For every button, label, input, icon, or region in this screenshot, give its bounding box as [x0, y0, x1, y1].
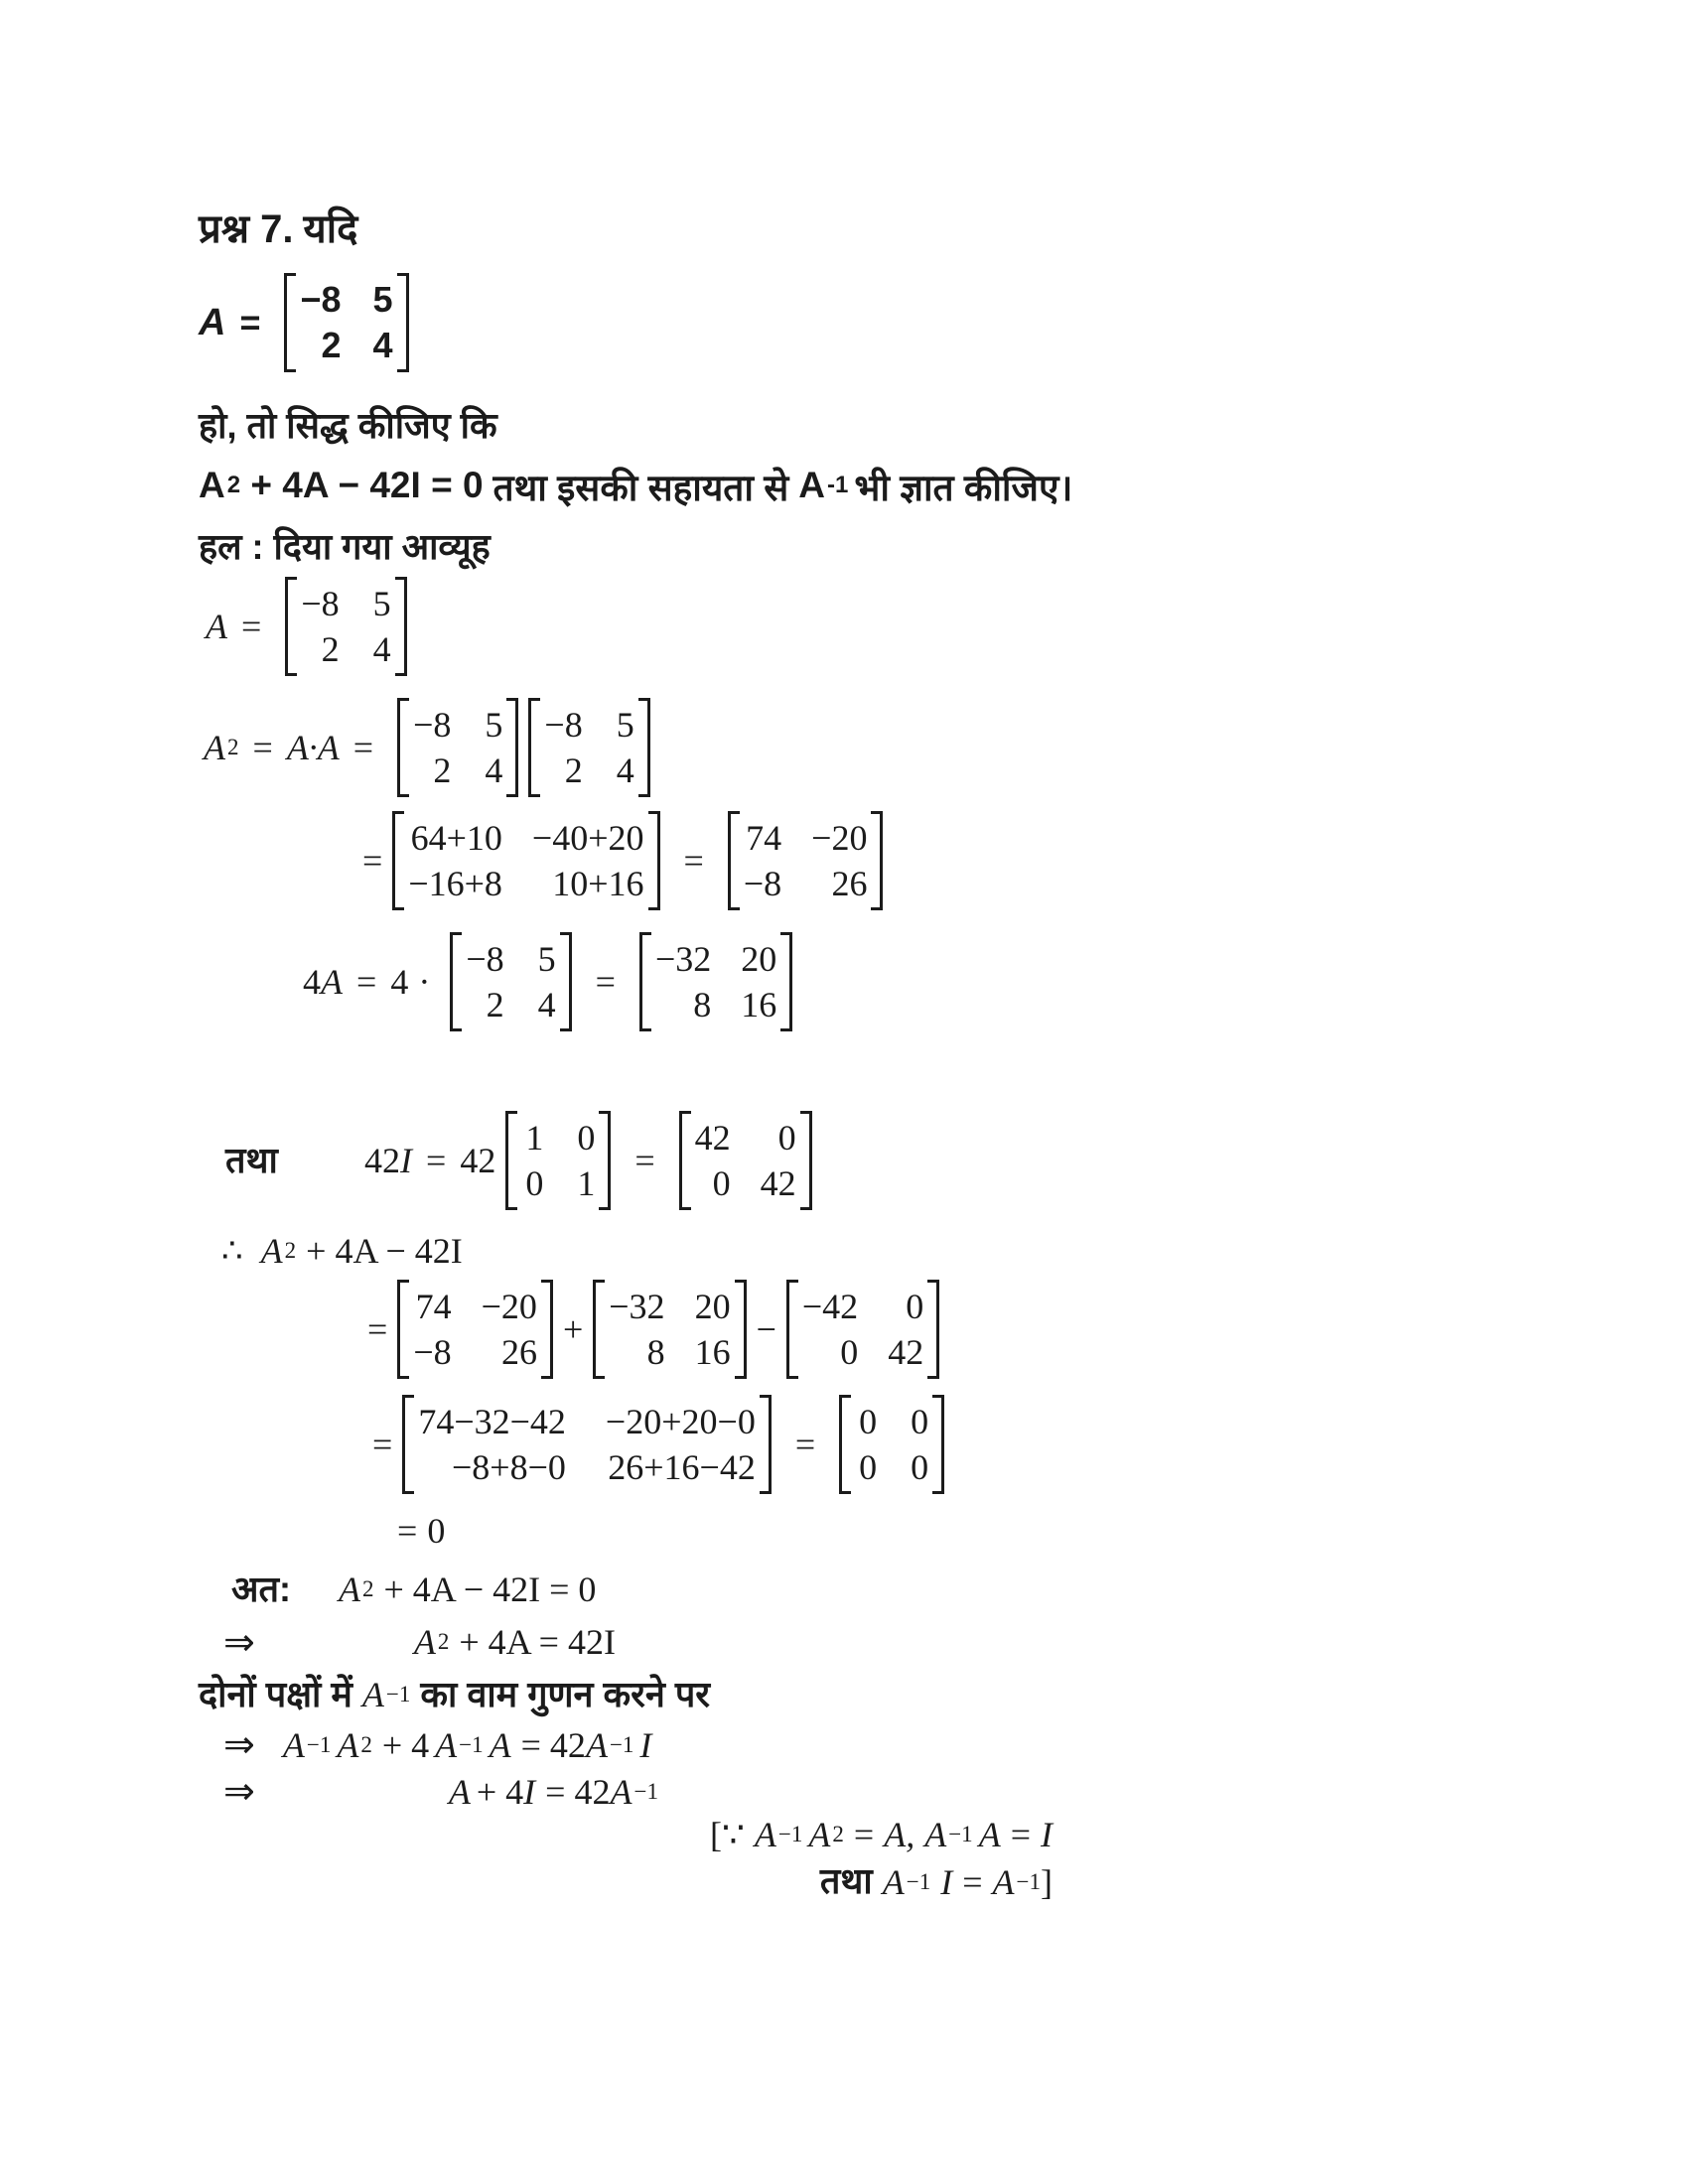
- var-a: A: [448, 1771, 471, 1812]
- coefficient-42: 42: [364, 1141, 400, 1181]
- matrix-zero: [839, 1395, 944, 1494]
- var-a: A: [610, 1771, 633, 1812]
- matrix-cell: −8: [300, 279, 342, 320]
- line-four-a: [303, 932, 1648, 1031]
- matrix-cell: 0: [911, 1402, 929, 1442]
- matrix-cell: 0: [525, 1163, 544, 1204]
- matrix-combined: [402, 1395, 772, 1494]
- line-matrix-a-bold: [199, 273, 1648, 372]
- line-a-squared: A 2 = A·A = −8 5 2 4 −8 5 2 4: [204, 698, 1648, 797]
- var-a: A: [413, 1622, 436, 1663]
- var-i: I: [1041, 1815, 1053, 1855]
- matrix-cell: 0: [906, 1287, 924, 1327]
- matrix-cell: −20: [811, 818, 868, 859]
- matrix-four-a-result: [593, 1280, 746, 1379]
- matrix-cell: 74: [415, 1287, 452, 1327]
- matrix-cell: −32: [609, 1287, 665, 1327]
- equals-42: = 42: [545, 1771, 611, 1812]
- equals-sign: =: [356, 962, 377, 1003]
- line-matrix-sum: [367, 1280, 1648, 1379]
- matrix-cell: 74−32−42: [418, 1402, 566, 1442]
- question-intro-text: यदि: [303, 207, 358, 251]
- matrix-cell: −8: [466, 939, 504, 980]
- matrix-cell: −8: [301, 584, 340, 624]
- matrix-cell: 4: [372, 325, 393, 365]
- equals-42: = 42: [520, 1724, 586, 1765]
- coefficient-4: 4: [303, 962, 321, 1003]
- var-a: A: [282, 1724, 305, 1765]
- statement-a: A: [199, 465, 225, 506]
- equals-sign: =: [426, 1141, 447, 1181]
- matrix-cell: 8: [693, 985, 712, 1025]
- question-heading: [199, 204, 1648, 255]
- var-a: A: [808, 1815, 831, 1855]
- matrix-cell: 16: [741, 985, 777, 1025]
- atah-label: अत:: [231, 1569, 292, 1610]
- coefficient-4: 4: [390, 962, 409, 1003]
- matrix-cell: −8: [413, 705, 452, 746]
- line-a-squared-expanded: [362, 811, 1648, 910]
- matrix-cell: 2: [433, 751, 452, 791]
- var-a: A: [992, 1861, 1015, 1902]
- var-a: A: [339, 1570, 360, 1610]
- matrix-cell: 1: [577, 1163, 596, 1204]
- line-combined: [372, 1395, 1648, 1494]
- plus-sign: +: [562, 1309, 584, 1350]
- var-a: A: [882, 1861, 905, 1902]
- expression-rest: + 4A = 42I: [459, 1622, 616, 1663]
- implies-arrow-icon: ⇒: [223, 1724, 255, 1767]
- matrix-cell: 4: [616, 751, 634, 791]
- therefore-symbol: ∴: [221, 1233, 243, 1271]
- question-number: प्रश्न 7.: [199, 207, 294, 251]
- matrix-cell: 2: [321, 325, 342, 365]
- line-given-matrix: [206, 577, 1648, 676]
- matrix-cell: 0: [840, 1332, 859, 1373]
- var-a: A: [337, 1724, 359, 1765]
- statement-hindi-2: भी ज्ञात कीजिए।: [854, 467, 1073, 508]
- matrix-cell: 4: [537, 985, 556, 1025]
- matrix-cell: 0: [911, 1447, 929, 1488]
- matrix-cell: 42: [694, 1118, 731, 1159]
- matrix-forty-two-i: [679, 1111, 812, 1210]
- matrix-cell: 1: [525, 1118, 544, 1159]
- matrix-cell: 0: [859, 1402, 878, 1442]
- var-a: A: [361, 1675, 384, 1715]
- line-forty-two-i: [225, 1111, 1648, 1210]
- var-i: I: [400, 1141, 412, 1181]
- var-a: A: [321, 962, 343, 1003]
- var-a: A: [199, 301, 226, 343]
- var-a: A: [260, 1231, 283, 1272]
- matrix-cell: 0: [777, 1118, 796, 1159]
- close-bracket: ]: [1041, 1861, 1053, 1902]
- matrix-cell: −16+8: [408, 864, 502, 904]
- solution-label: हल :: [199, 525, 264, 567]
- condition-text: [199, 402, 1648, 451]
- matrix-cell: 26+16−42: [608, 1447, 756, 1488]
- note-text-post: का वाम गुणन करने पर: [420, 1673, 711, 1714]
- matrix-a: [284, 273, 408, 372]
- matrix-cell: 0: [577, 1118, 596, 1159]
- zero-value: 0: [427, 1511, 446, 1552]
- tatha-label: तथा: [819, 1860, 873, 1902]
- matrix-cell: 5: [372, 279, 393, 320]
- coefficient-42: 42: [460, 1141, 496, 1181]
- tatha-label: तथा: [225, 1139, 278, 1180]
- matrix-cell: −42: [801, 1287, 859, 1327]
- equals-sign: =: [372, 1425, 393, 1465]
- matrix-cell: 74: [746, 818, 782, 859]
- var-a-comma: A,: [884, 1815, 915, 1855]
- line-implies-3: ⇒ A + 4 I = 42 A −1: [223, 1771, 658, 1814]
- statement-hindi-1: तथा इसकी सहायता से: [492, 467, 789, 508]
- var-a: A: [585, 1724, 608, 1765]
- equals-sign: =: [794, 1425, 816, 1465]
- matrix-a: [528, 698, 649, 797]
- equals-sign: =: [352, 728, 374, 768]
- matrix-a: [285, 577, 406, 676]
- implies-arrow-icon: ⇒: [223, 1771, 255, 1814]
- equals-sign: =: [1010, 1815, 1031, 1855]
- condition-label: हो, तो सिद्ध कीजिए कि: [199, 405, 497, 446]
- implies-arrow-icon: ⇒: [223, 1621, 255, 1664]
- matrix-cell: 0: [712, 1163, 731, 1204]
- open-bracket-because: [∵: [710, 1815, 745, 1855]
- matrix-cell: 64+10: [410, 818, 502, 859]
- note-text-pre: दोनों पक्षों में: [199, 1673, 352, 1714]
- matrix-cell: 26: [831, 864, 868, 904]
- matrix-cell: −32: [654, 939, 712, 980]
- matrix-a-squared-result: [397, 1280, 553, 1379]
- equals-sign: =: [595, 962, 616, 1003]
- matrix-cell: 4: [372, 629, 391, 670]
- var-a: A: [754, 1815, 776, 1855]
- matrix-cell: 20: [741, 939, 777, 980]
- matrix-cell: 5: [616, 705, 634, 746]
- line-left-multiply-note: दोनों पक्षों में A −1 का वाम गुणन करने पर: [199, 1671, 1648, 1719]
- matrix-cell: 0: [859, 1447, 878, 1488]
- solution-heading: [199, 523, 1648, 572]
- var-a: A: [489, 1724, 511, 1765]
- multiplication-dot: ·: [418, 962, 431, 1003]
- matrix-cell: −40+20: [531, 818, 644, 859]
- a-dot-a: A·A: [286, 728, 340, 768]
- matrix-cell: 26: [500, 1332, 537, 1373]
- var-a: A: [978, 1815, 1001, 1855]
- var-a: A: [435, 1724, 458, 1765]
- equals-sign: =: [362, 841, 383, 882]
- equals-sign: =: [962, 1861, 983, 1902]
- matrix-cell: 5: [372, 584, 391, 624]
- matrix-cell: −8: [413, 1332, 452, 1373]
- var-i: I: [639, 1724, 652, 1765]
- expression-rest: + 4A − 42I = 0: [383, 1570, 597, 1610]
- var-i: I: [523, 1771, 536, 1812]
- statement-a-inverse: A: [798, 465, 826, 506]
- line-implies-1: ⇒ A 2 + 4A = 42I: [223, 1621, 616, 1664]
- solution-intro-text: दिया गया आव्यूह: [273, 525, 491, 567]
- var-a: A: [206, 607, 227, 647]
- matrix-a: [450, 932, 571, 1031]
- matrix-cell: 10+16: [552, 864, 644, 904]
- matrix-cell: −8+8−0: [452, 1447, 566, 1488]
- matrix-cell: 20: [694, 1287, 731, 1327]
- matrix-subtract-42: [786, 1280, 939, 1379]
- matrix-cell: 2: [564, 751, 583, 791]
- statement-line: A 2 + 4A − 42I = 0 तथा इसकी सहायता से A -1 भी ज्ञात कीजिए।: [199, 461, 1648, 511]
- equals-sign: =: [634, 1141, 655, 1181]
- equals-sign: =: [239, 302, 261, 342]
- equals-sign: =: [241, 607, 262, 647]
- matrix-cell: −20: [481, 1287, 537, 1327]
- matrix-cell: 42: [888, 1332, 924, 1373]
- matrix-cell: 42: [760, 1163, 796, 1204]
- line-justification-1: [∵ A −1 A 2 = A, A −1 A = I: [710, 1815, 1053, 1855]
- matrix-a-squared-result: [728, 811, 884, 910]
- line-implies-2: ⇒ A −1 A 2 + 4 A −1 A = 42 A −1 I: [223, 1724, 652, 1767]
- minus-sign: −: [756, 1309, 776, 1350]
- statement-equation: + 4A − 42I = 0: [240, 465, 484, 506]
- expression-rest: + 4A − 42I: [306, 1231, 463, 1272]
- equals-sign: =: [683, 841, 704, 882]
- matrix-a: [397, 698, 518, 797]
- matrix-cell: 2: [486, 985, 504, 1025]
- matrix-a-squared-expansion: [392, 811, 659, 910]
- matrix-cell: 2: [321, 629, 340, 670]
- var-a: A: [924, 1815, 947, 1855]
- equals-sign: =: [397, 1511, 418, 1552]
- matrix-cell: 16: [694, 1332, 731, 1373]
- line-atah: अत: A 2 + 4A − 42I = 0: [231, 1566, 1648, 1614]
- matrix-cell: 5: [537, 939, 556, 980]
- plus-4: + 4: [381, 1724, 430, 1765]
- var-a: A: [204, 728, 225, 768]
- plus-4: + 4: [476, 1771, 524, 1812]
- line-justification-2: तथा A −1 I = A −1 ]: [199, 1857, 1053, 1906]
- matrix-cell: −8: [743, 864, 782, 904]
- line-equals-zero: [397, 1510, 1648, 1552]
- var-i: I: [940, 1861, 953, 1902]
- matrix-cell: 8: [646, 1332, 665, 1373]
- matrix-four-a-result: [639, 932, 792, 1031]
- matrix-cell: 4: [485, 751, 503, 791]
- matrix-cell: −8: [544, 705, 583, 746]
- line-therefore: ∴ A 2 + 4A − 42I: [221, 1231, 463, 1272]
- matrix-identity: [505, 1111, 611, 1210]
- matrix-cell: −20+20−0: [605, 1402, 756, 1442]
- equals-sign: =: [252, 728, 273, 768]
- equals-sign: =: [853, 1815, 875, 1855]
- equals-sign: =: [367, 1309, 388, 1350]
- matrix-cell: 5: [485, 705, 503, 746]
